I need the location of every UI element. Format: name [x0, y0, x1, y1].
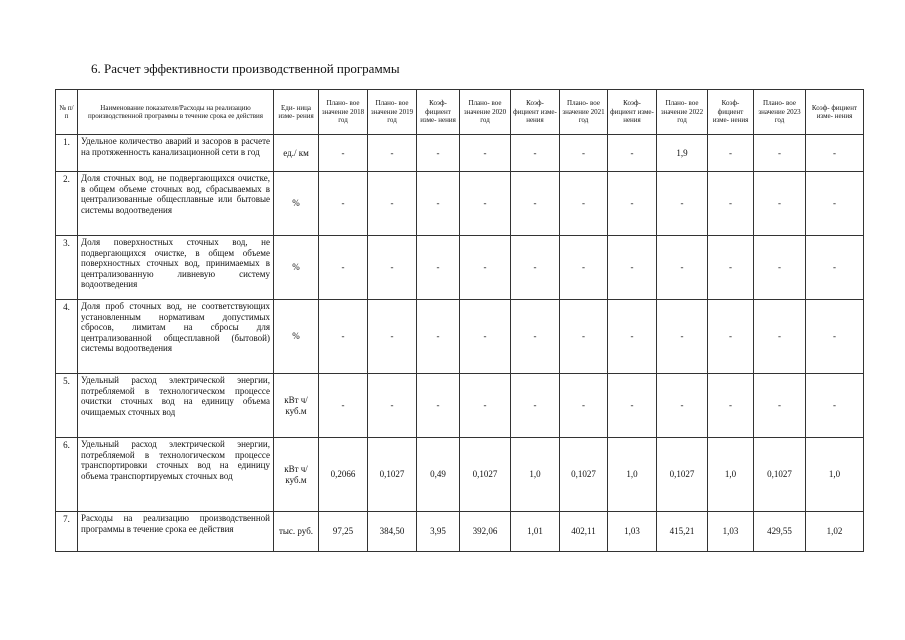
table-row — [56, 512, 864, 552]
value-cell: - — [368, 172, 417, 236]
indicator-name: Доля проб сточных вод, не соответствующих установленным нормативам допустимых сбросов, лимитам на сбросы для централизованной общесплавной (бытовой) системы водоотведения — [78, 300, 274, 374]
value-cell: - — [417, 300, 460, 374]
column-header: Коэф- фициент изме- нения — [608, 90, 657, 135]
row-number: 7. — [56, 512, 78, 552]
column-header: Коэф- фициент изме- нения — [511, 90, 560, 135]
value-cell: - — [368, 135, 417, 172]
column-header: Коэф- фициент изме- нения — [806, 90, 864, 135]
value-cell: - — [368, 374, 417, 438]
value-cell: 0,49 — [417, 438, 460, 512]
value-cell: 97,25 — [319, 512, 368, 552]
value-cell: - — [754, 135, 806, 172]
column-header: Плано- вое значение 2018 год — [319, 90, 368, 135]
value-cell: - — [417, 135, 460, 172]
table-body — [56, 135, 864, 552]
value-cell: - — [806, 300, 864, 374]
value-cell: - — [417, 236, 460, 300]
indicator-name: Удельный расход электрической энергии, потребляемой в технологическом процессе очистки сточных вод на единицу объема очищаемых сточных вод — [78, 374, 274, 438]
table-row — [56, 172, 864, 236]
column-header: Наименование показателя/Расходы на реализацию производственной программы в течение срока ее действия — [78, 90, 274, 135]
value-cell: - — [460, 374, 511, 438]
value-cell: - — [560, 374, 608, 438]
value-cell: - — [806, 135, 864, 172]
value-cell: - — [754, 172, 806, 236]
unit-cell: % — [274, 300, 319, 374]
unit-cell: % — [274, 236, 319, 300]
value-cell: 1,03 — [708, 512, 754, 552]
value-cell: - — [460, 236, 511, 300]
table-row — [56, 438, 864, 512]
value-cell: - — [368, 236, 417, 300]
value-cell: 1,0 — [806, 438, 864, 512]
value-cell: 0,1027 — [460, 438, 511, 512]
value-cell: - — [608, 236, 657, 300]
value-cell: - — [708, 236, 754, 300]
value-cell: - — [319, 236, 368, 300]
column-header: Плано- вое значение 2020 год — [460, 90, 511, 135]
value-cell: - — [319, 300, 368, 374]
value-cell: - — [657, 172, 708, 236]
table-header-row — [56, 90, 864, 135]
column-header: Плано- вое значение 2023 год — [754, 90, 806, 135]
value-cell: - — [511, 172, 560, 236]
unit-cell: кВт ч/куб.м — [274, 374, 319, 438]
value-cell: 1,03 — [608, 512, 657, 552]
value-cell: 429,55 — [754, 512, 806, 552]
value-cell: 3,95 — [417, 512, 460, 552]
value-cell: - — [708, 135, 754, 172]
column-header: Коэф- фициент изме- нения — [417, 90, 460, 135]
value-cell: - — [806, 172, 864, 236]
indicator-name: Доля сточных вод, не подвергающихся очистке, в общем объеме сточных вод, сбрасываемых в централизованные общесплавные или бытовые системы водоотведения — [78, 172, 274, 236]
unit-cell: % — [274, 172, 319, 236]
value-cell: - — [560, 300, 608, 374]
column-header: Плано- вое значение 2021 год — [560, 90, 608, 135]
value-cell: 1,01 — [511, 512, 560, 552]
unit-cell: ед./ км — [274, 135, 319, 172]
unit-cell: тыс. руб. — [274, 512, 319, 552]
value-cell: - — [368, 300, 417, 374]
value-cell: - — [806, 236, 864, 300]
value-cell: 1,0 — [708, 438, 754, 512]
unit-cell: кВт ч/куб.м — [274, 438, 319, 512]
value-cell: - — [608, 172, 657, 236]
column-header: Коэф- фициент изме- нения — [708, 90, 754, 135]
value-cell: 384,50 — [368, 512, 417, 552]
row-number: 3. — [56, 236, 78, 300]
table-row — [56, 300, 864, 374]
value-cell: - — [708, 300, 754, 374]
value-cell: 1,0 — [608, 438, 657, 512]
column-header: Еди- ница изме- рения — [274, 90, 319, 135]
row-number: 2. — [56, 172, 78, 236]
value-cell: 0,1027 — [754, 438, 806, 512]
value-cell: - — [511, 374, 560, 438]
value-cell: - — [708, 172, 754, 236]
value-cell: - — [754, 374, 806, 438]
indicator-name: Расходы на реализацию производственной программы в течение срока ее действия — [78, 512, 274, 552]
value-cell: - — [460, 172, 511, 236]
row-number: 4. — [56, 300, 78, 374]
value-cell: - — [608, 374, 657, 438]
value-cell: 1,02 — [806, 512, 864, 552]
value-cell: - — [608, 135, 657, 172]
value-cell: - — [417, 374, 460, 438]
value-cell: - — [511, 236, 560, 300]
value-cell: - — [319, 135, 368, 172]
table-row — [56, 236, 864, 300]
table-row — [56, 374, 864, 438]
column-header: Плано- вое значение 2019 год — [368, 90, 417, 135]
column-header: № п/п — [56, 90, 78, 135]
table-row — [56, 135, 864, 172]
value-cell: - — [560, 135, 608, 172]
value-cell: - — [460, 300, 511, 374]
value-cell: - — [560, 236, 608, 300]
value-cell: 392,06 — [460, 512, 511, 552]
value-cell: 0,1027 — [368, 438, 417, 512]
value-cell: 0,1027 — [560, 438, 608, 512]
indicator-name: Удельное количество аварий и засоров в расчете на протяженность канализационной сети в год — [78, 135, 274, 172]
value-cell: 0,1027 — [657, 438, 708, 512]
indicator-name: Удельный расход электрической энергии, потребляемой в технологическом процессе транспортировки сточных вод на единицу объема транспортируемых сточных вод — [78, 438, 274, 512]
value-cell: - — [511, 300, 560, 374]
value-cell: - — [511, 135, 560, 172]
value-cell: - — [806, 374, 864, 438]
value-cell: - — [708, 374, 754, 438]
efficiency-table — [55, 89, 864, 552]
value-cell: - — [319, 172, 368, 236]
row-number: 1. — [56, 135, 78, 172]
indicator-name: Доля поверхностных сточных вод, не подвергающихся очистке, в общем объеме поверхностных сточных вод, принимаемых в централизованную ливневую систему водоотведения — [78, 236, 274, 300]
value-cell: 402,11 — [560, 512, 608, 552]
value-cell: 0,2066 — [319, 438, 368, 512]
value-cell: - — [657, 300, 708, 374]
page-title: 6. Расчет эффективности производственной программы — [91, 61, 400, 76]
value-cell: - — [754, 300, 806, 374]
value-cell: 415,21 — [657, 512, 708, 552]
value-cell: - — [608, 300, 657, 374]
value-cell: - — [657, 374, 708, 438]
value-cell: - — [754, 236, 806, 300]
value-cell: - — [657, 236, 708, 300]
column-header: Плано- вое значение 2022 год — [657, 90, 708, 135]
value-cell: - — [417, 172, 460, 236]
value-cell: 1,9 — [657, 135, 708, 172]
value-cell: - — [560, 172, 608, 236]
value-cell: - — [319, 374, 368, 438]
value-cell: 1,0 — [511, 438, 560, 512]
value-cell: - — [460, 135, 511, 172]
row-number: 6. — [56, 438, 78, 512]
row-number: 5. — [56, 374, 78, 438]
